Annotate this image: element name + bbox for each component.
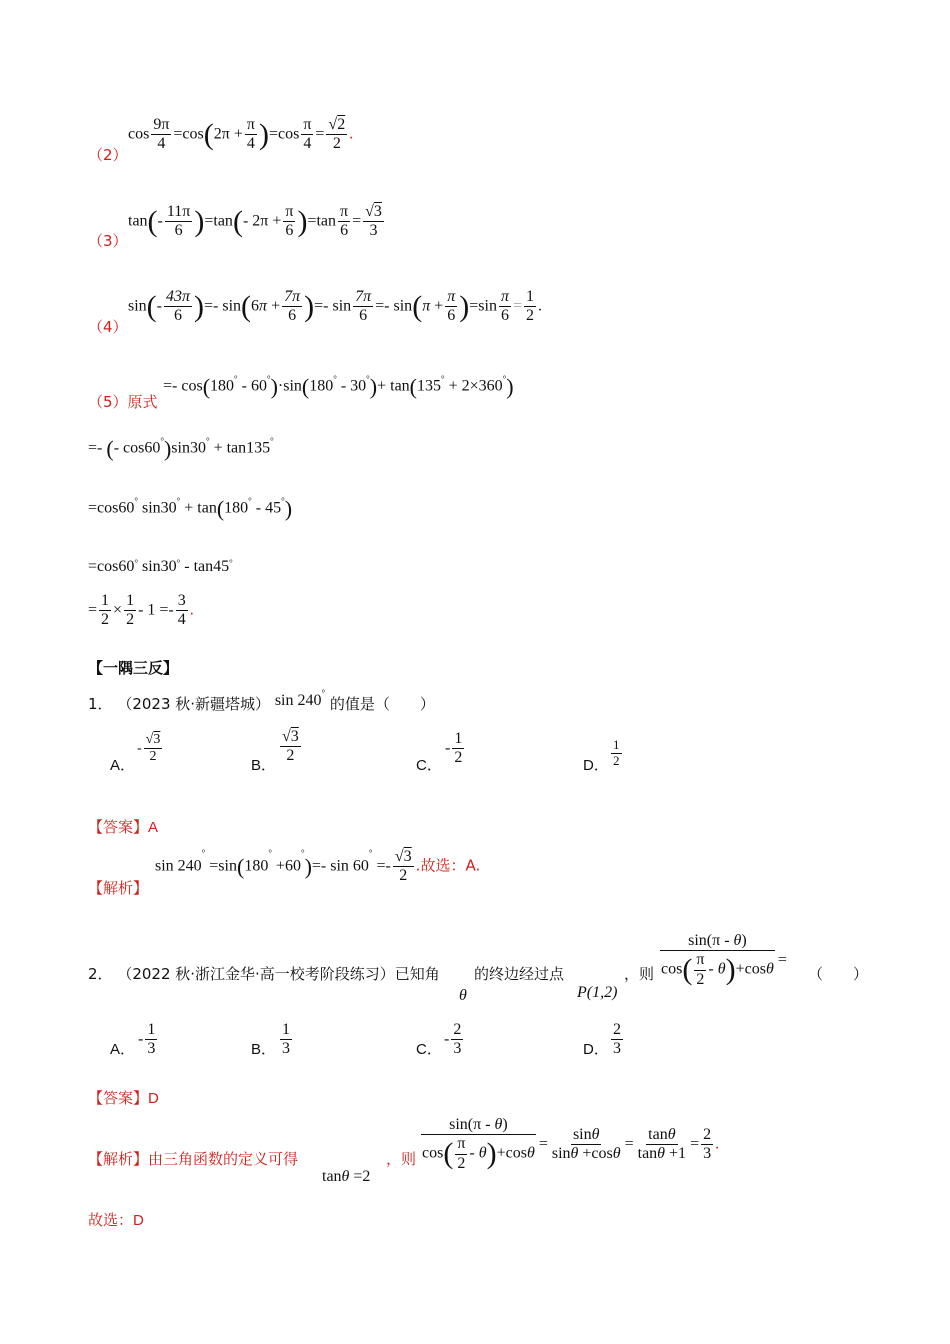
q2-theta: θ [459, 987, 467, 1004]
q2-option-d[interactable]: D． [583, 1041, 609, 1058]
q2-point: P(1,2) [577, 984, 618, 1001]
q2-analysis-label: 【解析】 [88, 1150, 149, 1168]
q2-option-c[interactable]: C． [416, 1041, 442, 1058]
item-2-label: （2） [88, 146, 128, 164]
q2-paren: （ ） [808, 965, 869, 983]
q2-option-a[interactable]: A． [110, 1041, 136, 1058]
item-5-step-3: =cos60° sin30° - tan45° [88, 558, 233, 575]
q1-option-d[interactable]: D． [583, 757, 609, 774]
q2-formula: sin(π - θ) cos( $\frac{\pi}{2}$ - θ)+cosθ = [661, 932, 787, 988]
q1-option-c[interactable]: C． [416, 757, 442, 774]
q1-number: 1． [88, 695, 113, 713]
item-5-label: （5）原式 [88, 393, 158, 411]
q2-number: 2． [88, 965, 113, 983]
item-2-formula: cos $\frac{9\pi}{4}$ =cos(2π + $\frac{\pi}{4}$ )=cos $\frac{\pi}{4}$ = $\frac{√2}{2}$ . [128, 116, 354, 153]
q2-option-d-value: $\frac{2}{3}$ [613, 1021, 621, 1058]
q2-conclusion: 故选：D [88, 1211, 144, 1229]
q2-middle: 的终边经过点 [474, 965, 565, 983]
q2-answer: 【答案】D [88, 1089, 159, 1107]
item-5-step-2: =cos60° sin30° + tan(180° - 45°) [88, 496, 293, 521]
q1-option-a[interactable]: A． [110, 757, 136, 774]
q2-tan-given: tanθ =2 [322, 1168, 371, 1185]
q1-analysis-tail: .故选：A. [415, 856, 481, 875]
q2-source: （2022 秋·浙江金华·高一校考阶段练习）已知角 [117, 965, 440, 983]
q2-then2: ，则 [386, 1150, 417, 1168]
q2-option-a-value: - $\frac{1}{3}$ [138, 1021, 156, 1058]
q1-analysis-formula: sin 240° =sin(180° +60°)=- sin 60° =- $\frac{√3}{2}$ .故选：A. [155, 848, 481, 885]
q2-then: ，则 [624, 965, 655, 983]
q2-analysis-text: 由三角函数的定义可得 [148, 1150, 299, 1168]
item-4-label: （4） [88, 318, 128, 336]
item-3-formula: tan(- $\frac{11\pi}{6}$ )=tan(- 2π + $\frac{\pi}{6}$ )=tan $\frac{\pi}{6}$ = $\frac{√3}{3}$ [128, 203, 382, 240]
q1-source: （2023 秋·新疆塔城） [117, 695, 271, 713]
q1-option-b[interactable]: B． [251, 757, 277, 774]
item-4-formula: sin(- $\frac{43\pi}{6}$ )=- sin(6π + $\frac{7\pi}{6}$ )=- sin $\frac{7\pi}{6}$ =- sin(π + $\frac{\pi}{6}$ )=sin $\frac{\pi}{6}$ = $\frac{1}{2}$ . [128, 288, 542, 325]
q2-option-b-value: $\frac{1}{3}$ [282, 1021, 290, 1058]
q1-option-a-value: - $\frac{√3}{2}$ [137, 732, 161, 765]
q2-analysis-formula: sin(π - θ) cos( $\frac{\pi}{2}$ - θ)+cosθ = $\frac{\sin\theta}{\sin\theta +\cos\theta}$ = $\frac{\tan\theta}{\tan\theta +1}$ = $\frac{2}{3}$ . [422, 1116, 720, 1172]
q1-answer: 【答案】A [88, 818, 159, 836]
q2-option-c-value: - $\frac{2}{3}$ [444, 1021, 462, 1058]
item-5-step-1: =- (- cos60°)sin30° + tan135° [88, 436, 274, 461]
q1-option-b-value: $\frac{√3}{2}$ [282, 728, 299, 765]
q2-option-b[interactable]: B． [251, 1041, 277, 1058]
item-3-label: （3） [88, 232, 128, 250]
q1-analysis-label: 【解析】 [88, 879, 149, 897]
item-5-formula: =- cos(180° - 60°)·sin(180° - 30°)+ tan(135° + 2×360°) [163, 374, 514, 399]
q1-stem: 1． （2023 秋·新疆塔城） sin 240° 的值是（ ） [88, 688, 435, 713]
q2-stem [88, 963, 440, 984]
q1-option-d-value: $\frac{1}{2}$ [613, 737, 620, 768]
q1-tail: 的值是（ ） [329, 695, 435, 713]
item-5-result: = $\frac{1}{2}$ × $\frac{1}{2}$ - 1 =- $\frac{3}{4}$ . [88, 592, 194, 629]
section-heading: 【一隅三反】 [88, 659, 179, 677]
q2-analysis [88, 1148, 298, 1169]
q1-option-c-value: - $\frac{1}{2}$ [445, 730, 463, 767]
